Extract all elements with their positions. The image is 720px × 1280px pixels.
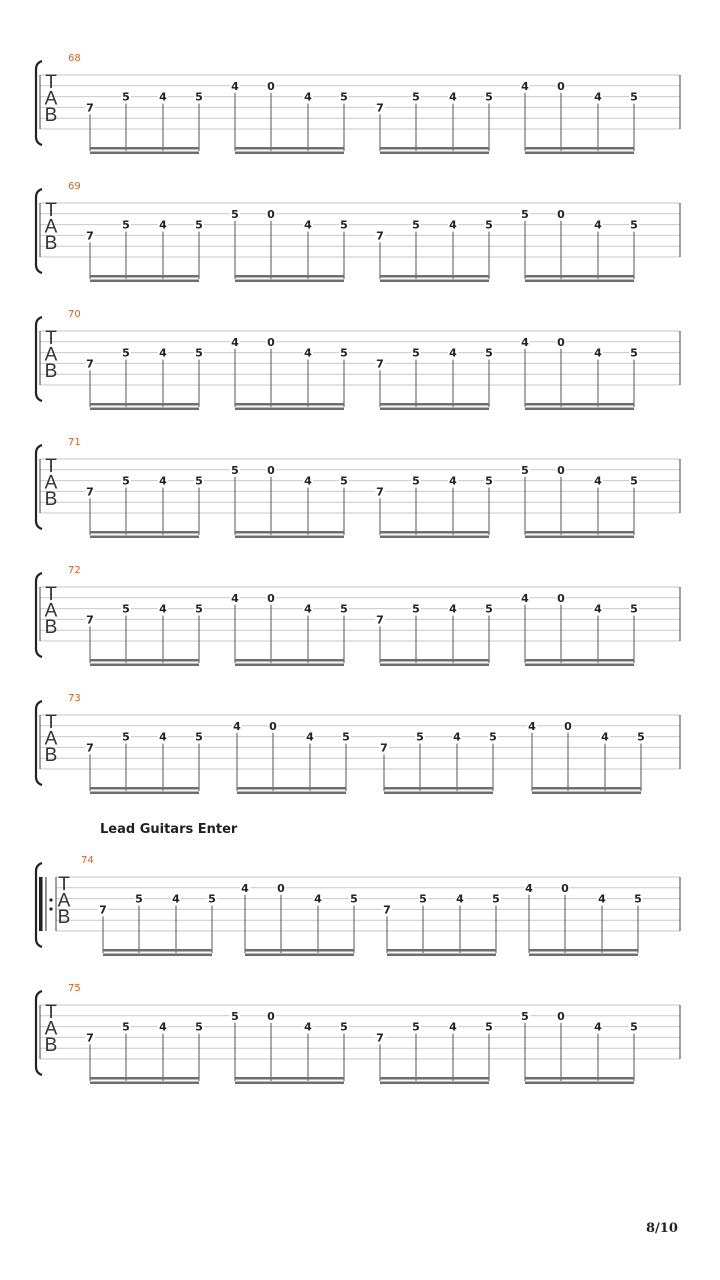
fret-number: 4 xyxy=(594,218,602,232)
tab-clef-letter: T xyxy=(45,72,57,93)
fret-number: 5 xyxy=(485,90,493,104)
fret-number: 0 xyxy=(557,591,565,605)
fret-number: 5 xyxy=(122,90,130,104)
fret-number: 7 xyxy=(86,101,94,115)
beam xyxy=(380,531,489,534)
fret-number: 7 xyxy=(99,903,107,917)
measure-number: 69 xyxy=(68,181,81,192)
beam xyxy=(525,403,634,406)
fret-number: 0 xyxy=(267,463,275,477)
beam xyxy=(235,1082,344,1085)
tab-clef-letter: A xyxy=(44,728,58,750)
fret-number: 4 xyxy=(521,335,529,349)
fret-number: 4 xyxy=(314,892,322,906)
tab-clef-letter: B xyxy=(44,745,58,766)
fret-number: 5 xyxy=(122,218,130,232)
fret-number: 5 xyxy=(122,346,130,360)
fret-number: 5 xyxy=(231,207,239,221)
beam xyxy=(103,954,212,957)
system-bracket xyxy=(36,701,42,785)
beam xyxy=(235,275,344,278)
beam xyxy=(529,949,638,952)
fret-number: 5 xyxy=(485,602,493,616)
beam xyxy=(90,408,199,411)
beam xyxy=(90,280,199,283)
beam xyxy=(380,1077,489,1080)
fret-number: 4 xyxy=(304,474,312,488)
beam xyxy=(380,147,489,150)
fret-number: 4 xyxy=(594,346,602,360)
fret-number: 5 xyxy=(412,602,420,616)
repeat-dot xyxy=(49,898,52,901)
fret-number: 5 xyxy=(485,218,493,232)
beam xyxy=(235,147,344,150)
fret-number: 4 xyxy=(598,892,606,906)
beam xyxy=(90,275,199,278)
beam xyxy=(235,1077,344,1080)
fret-number: 5 xyxy=(489,730,497,744)
fret-number: 4 xyxy=(159,218,167,232)
fret-number: 5 xyxy=(195,730,203,744)
beam xyxy=(384,787,493,790)
fret-number: 5 xyxy=(195,218,203,232)
beam xyxy=(103,949,212,952)
fret-number: 5 xyxy=(412,90,420,104)
fret-number: 4 xyxy=(304,346,312,360)
fret-number: 4 xyxy=(304,602,312,616)
fret-number: 0 xyxy=(561,881,569,895)
fret-number: 0 xyxy=(267,591,275,605)
measure-number: 68 xyxy=(68,53,81,64)
fret-number: 5 xyxy=(340,90,348,104)
fret-number: 5 xyxy=(350,892,358,906)
system-bracket xyxy=(36,317,42,401)
fret-number: 4 xyxy=(594,1020,602,1034)
fret-number: 5 xyxy=(630,90,638,104)
fret-number: 5 xyxy=(231,1009,239,1023)
beam xyxy=(90,787,199,790)
fret-number: 5 xyxy=(340,346,348,360)
beam xyxy=(387,954,496,957)
fret-number: 5 xyxy=(521,207,529,221)
beam xyxy=(525,531,634,534)
fret-number: 7 xyxy=(376,357,384,371)
fret-number: 5 xyxy=(412,1020,420,1034)
measure-number: 74 xyxy=(81,855,94,866)
fret-number: 5 xyxy=(340,218,348,232)
fret-number: 7 xyxy=(376,485,384,499)
repeat-thick-bar xyxy=(39,877,43,931)
fret-number: 4 xyxy=(449,474,457,488)
system-bracket xyxy=(36,991,42,1075)
fret-number: 4 xyxy=(453,730,461,744)
fret-number: 5 xyxy=(630,602,638,616)
fret-number: 4 xyxy=(231,335,239,349)
fret-number: 4 xyxy=(231,591,239,605)
fret-number: 4 xyxy=(525,881,533,895)
fret-number: 7 xyxy=(86,485,94,499)
fret-number: 4 xyxy=(241,881,249,895)
fret-number: 5 xyxy=(485,474,493,488)
fret-number: 5 xyxy=(340,1020,348,1034)
fret-number: 5 xyxy=(340,602,348,616)
tab-clef-letter: T xyxy=(45,456,57,477)
beam xyxy=(90,1077,199,1080)
fret-number: 5 xyxy=(412,218,420,232)
fret-number: 4 xyxy=(449,602,457,616)
tab-clef-letter: A xyxy=(44,216,58,238)
beam xyxy=(380,1082,489,1085)
beam xyxy=(235,152,344,155)
tab-clef-letter: B xyxy=(44,489,58,510)
beam xyxy=(235,531,344,534)
fret-number: 5 xyxy=(412,346,420,360)
beam xyxy=(384,792,493,795)
fret-number: 4 xyxy=(449,90,457,104)
system-bracket xyxy=(36,445,42,529)
fret-number: 5 xyxy=(195,1020,203,1034)
fret-number: 4 xyxy=(449,1020,457,1034)
page-number: 8/10 xyxy=(646,1221,678,1236)
fret-number: 0 xyxy=(557,1009,565,1023)
beam xyxy=(90,659,199,662)
fret-number: 4 xyxy=(159,602,167,616)
fret-number: 5 xyxy=(630,1020,638,1034)
fret-number: 7 xyxy=(86,229,94,243)
fret-number: 4 xyxy=(521,591,529,605)
fret-number: 5 xyxy=(195,346,203,360)
beam xyxy=(380,280,489,283)
beam xyxy=(380,275,489,278)
fret-number: 4 xyxy=(159,474,167,488)
fret-number: 5 xyxy=(342,730,350,744)
fret-number: 4 xyxy=(172,892,180,906)
beam xyxy=(90,147,199,150)
tab-clef-letter: T xyxy=(45,200,57,221)
fret-number: 4 xyxy=(159,90,167,104)
beam xyxy=(525,659,634,662)
fret-number: 5 xyxy=(419,892,427,906)
beam xyxy=(525,664,634,667)
tab-clef-letter: T xyxy=(45,584,57,605)
system-bracket xyxy=(36,61,42,145)
measure-number: 71 xyxy=(68,437,81,448)
beam xyxy=(380,408,489,411)
beam xyxy=(532,787,641,790)
tab-clef-letter: T xyxy=(45,1002,57,1023)
fret-number: 5 xyxy=(412,474,420,488)
tab-clef-letter: B xyxy=(44,233,58,254)
fret-number: 0 xyxy=(564,719,572,733)
beam xyxy=(235,403,344,406)
fret-number: 4 xyxy=(304,218,312,232)
tab-clef-letter: T xyxy=(58,874,70,895)
fret-number: 5 xyxy=(195,474,203,488)
fret-number: 4 xyxy=(233,719,241,733)
beam xyxy=(529,954,638,957)
beam xyxy=(525,275,634,278)
fret-number: 5 xyxy=(195,90,203,104)
beam xyxy=(525,536,634,539)
fret-number: 5 xyxy=(630,346,638,360)
tab-clef-letter: B xyxy=(44,361,58,382)
fret-number: 4 xyxy=(594,602,602,616)
fret-number: 4 xyxy=(304,90,312,104)
fret-number: 5 xyxy=(122,1020,130,1034)
beam xyxy=(525,1082,634,1085)
tab-clef-letter: B xyxy=(44,105,58,126)
system-bracket xyxy=(36,189,42,273)
fret-number: 7 xyxy=(376,613,384,627)
tab-clef-letter: A xyxy=(44,600,58,622)
tab-clef-letter: B xyxy=(44,617,58,638)
fret-number: 0 xyxy=(277,881,285,895)
fret-number: 4 xyxy=(601,730,609,744)
system-bracket xyxy=(36,573,42,657)
tab-clef-letter: A xyxy=(44,1018,58,1040)
measure-number: 73 xyxy=(68,693,81,704)
beam xyxy=(235,536,344,539)
fret-number: 5 xyxy=(208,892,216,906)
beam xyxy=(90,792,199,795)
fret-number: 0 xyxy=(267,207,275,221)
fret-number: 4 xyxy=(521,79,529,93)
measure-number: 70 xyxy=(68,309,81,320)
beam xyxy=(235,659,344,662)
fret-number: 0 xyxy=(269,719,277,733)
beam xyxy=(90,152,199,155)
tab-clef-letter: A xyxy=(44,88,58,110)
fret-number: 4 xyxy=(159,346,167,360)
fret-number: 7 xyxy=(376,101,384,115)
beam xyxy=(90,403,199,406)
fret-number: 7 xyxy=(383,903,391,917)
fret-number: 4 xyxy=(159,730,167,744)
fret-number: 0 xyxy=(557,463,565,477)
tab-clef-letter: A xyxy=(57,890,71,912)
fret-number: 0 xyxy=(267,335,275,349)
fret-number: 4 xyxy=(304,1020,312,1034)
beam xyxy=(525,408,634,411)
beam xyxy=(245,954,354,957)
fret-number: 4 xyxy=(449,346,457,360)
tab-clef-letter: T xyxy=(45,328,57,349)
fret-number: 7 xyxy=(376,1031,384,1045)
fret-number: 7 xyxy=(380,741,388,755)
fret-number: 5 xyxy=(122,602,130,616)
fret-number: 5 xyxy=(521,1009,529,1023)
fret-number: 4 xyxy=(456,892,464,906)
repeat-dot xyxy=(49,907,52,910)
fret-number: 4 xyxy=(594,474,602,488)
fret-number: 7 xyxy=(86,741,94,755)
fret-number: 5 xyxy=(135,892,143,906)
beam xyxy=(245,949,354,952)
beam xyxy=(380,403,489,406)
beam xyxy=(235,280,344,283)
beam xyxy=(380,152,489,155)
beam xyxy=(380,659,489,662)
beam xyxy=(387,949,496,952)
fret-number: 4 xyxy=(306,730,314,744)
fret-number: 7 xyxy=(86,613,94,627)
beam xyxy=(237,787,346,790)
fret-number: 0 xyxy=(557,207,565,221)
tab-clef-letter: A xyxy=(44,472,58,494)
fret-number: 4 xyxy=(159,1020,167,1034)
fret-number: 4 xyxy=(449,218,457,232)
beam xyxy=(90,536,199,539)
fret-number: 5 xyxy=(485,1020,493,1034)
beam xyxy=(525,280,634,283)
fret-number: 4 xyxy=(594,90,602,104)
fret-number: 5 xyxy=(637,730,645,744)
beam xyxy=(380,536,489,539)
fret-number: 0 xyxy=(557,335,565,349)
tab-clef-letter: B xyxy=(44,1035,58,1056)
fret-number: 5 xyxy=(416,730,424,744)
fret-number: 0 xyxy=(267,79,275,93)
fret-number: 5 xyxy=(122,730,130,744)
tab-clef-letter: B xyxy=(57,907,71,928)
fret-number: 5 xyxy=(195,602,203,616)
beam xyxy=(525,147,634,150)
fret-number: 5 xyxy=(634,892,642,906)
beam xyxy=(235,408,344,411)
beam xyxy=(235,664,344,667)
fret-number: 5 xyxy=(492,892,500,906)
beam xyxy=(525,1077,634,1080)
fret-number: 7 xyxy=(86,357,94,371)
fret-number: 0 xyxy=(267,1009,275,1023)
fret-number: 5 xyxy=(630,218,638,232)
beam xyxy=(380,664,489,667)
fret-number: 7 xyxy=(86,1031,94,1045)
fret-number: 4 xyxy=(231,79,239,93)
fret-number: 5 xyxy=(485,346,493,360)
beam xyxy=(90,531,199,534)
tab-clef-letter: T xyxy=(45,712,57,733)
fret-number: 5 xyxy=(521,463,529,477)
beam xyxy=(525,152,634,155)
fret-number: 7 xyxy=(376,229,384,243)
beam xyxy=(90,1082,199,1085)
tab-clef-letter: A xyxy=(44,344,58,366)
section-annotation: Lead Guitars Enter xyxy=(100,822,238,837)
fret-number: 5 xyxy=(231,463,239,477)
fret-number: 4 xyxy=(528,719,536,733)
fret-number: 5 xyxy=(630,474,638,488)
beam xyxy=(532,792,641,795)
beam xyxy=(237,792,346,795)
fret-number: 5 xyxy=(340,474,348,488)
fret-number: 0 xyxy=(557,79,565,93)
measure-number: 75 xyxy=(68,983,81,994)
measure-number: 72 xyxy=(68,565,81,576)
fret-number: 5 xyxy=(122,474,130,488)
beam xyxy=(90,664,199,667)
